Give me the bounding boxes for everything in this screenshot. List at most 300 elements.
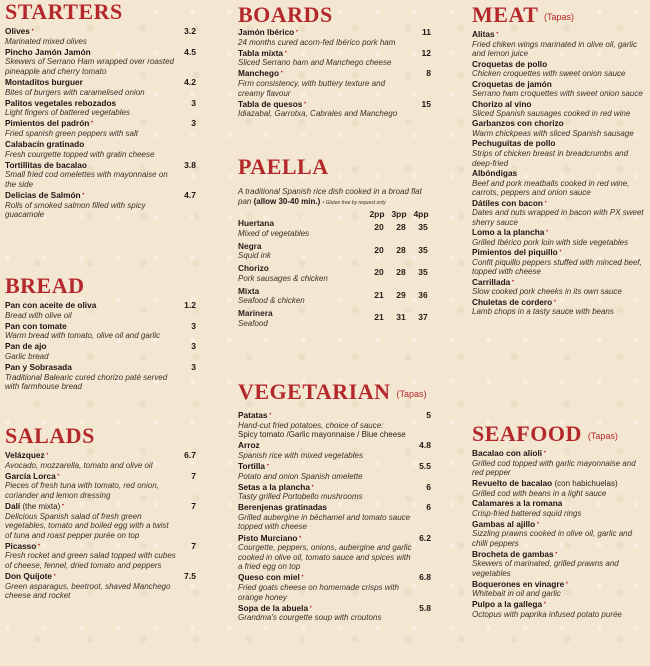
paella-time: (allow 30-40 min.) (253, 196, 321, 206)
paella-item (238, 219, 434, 238)
red-bullet-icon: • (299, 574, 304, 581)
item-price: 1.2 (184, 300, 196, 310)
item-name: Bacalao con alioli (472, 447, 543, 458)
menu-item (472, 139, 648, 168)
item-heading (5, 572, 177, 582)
item-price: 29 (396, 289, 406, 300)
item-heading (238, 534, 412, 544)
item-name: Jamón Ibérico (238, 27, 295, 37)
red-bullet-icon: • (55, 472, 60, 479)
item-name: Pan con aceite de oliva (5, 300, 97, 310)
section-title: BOARDS (238, 2, 333, 27)
item-price: 3 (191, 362, 196, 373)
salads-section (5, 424, 199, 602)
item-description: Avocado, mozzarella, tomato and olive oil (5, 460, 153, 470)
item-heading (5, 502, 177, 512)
menu-item (472, 278, 648, 297)
item-name: Croquetas de jamón (472, 78, 552, 89)
item-description: Green asparagus, beetroot, shaved Manchego cheese and rocket (5, 581, 171, 601)
item-price: 28 (396, 222, 406, 233)
item-heading (238, 604, 412, 614)
item-price: 3 (191, 118, 196, 129)
item-heading (472, 278, 646, 288)
paella-intro (238, 187, 434, 208)
item-description: Idiazabal, Garrotxa, Cabrales and Manchego (238, 109, 398, 119)
item-price: 6.8 (419, 572, 431, 583)
item-description: Bread with olive oil (5, 310, 72, 320)
menu-item (472, 60, 648, 79)
item-price: 7.5 (184, 571, 196, 582)
item-description: Marinated mixed olives (5, 36, 87, 46)
item-price: 3 (191, 341, 196, 352)
item-heading (472, 228, 646, 238)
menu-item (238, 411, 434, 440)
item-description: Dates and nuts wrapped in bacon with PX sweet sherry sauce (472, 208, 644, 227)
item-name: Tortillitas de bacalao (5, 159, 87, 170)
menu-item (472, 580, 648, 599)
menu-item (238, 69, 434, 98)
red-bullet-icon: • (564, 580, 568, 587)
item-description: Beef and pork meatballs cooked in red wine, carrots, peppers and onion sauce (472, 178, 630, 198)
menu-item (238, 604, 434, 623)
item-price: 12 (421, 47, 431, 58)
item-name: Pimientos del piquillo (472, 247, 558, 258)
menu-item (472, 80, 648, 99)
item-name: Pechuguitas de pollo (472, 138, 556, 149)
menu-item (238, 483, 434, 502)
starters-section (5, 0, 199, 221)
item-description: Sizzling prawns cooked in olive oil, garlic and chilli peppers (472, 529, 633, 548)
menu-item (472, 30, 648, 59)
item-price: 5 (426, 409, 431, 420)
item-name: Croquetas de pollo (472, 58, 548, 69)
item-price: 35 (418, 244, 428, 255)
item-heading (5, 140, 177, 150)
item-price: 28 (396, 244, 406, 255)
section-title-text: MEAT (472, 2, 538, 27)
item-name: Arroz (238, 440, 260, 451)
item-name: Delicias de Salmón (5, 190, 81, 200)
red-bullet-icon: • (494, 30, 499, 37)
item-name: Chuletas de cordero (472, 296, 553, 307)
item-description: Seafood & chicken (238, 296, 305, 306)
sauce-options: Spicy tomato /Garlic mayonnaise / Blue cheese (238, 430, 406, 440)
item-description: Slow cooked pork cheeks in its own sauce (472, 287, 622, 297)
item-description: Hand-cut fried potatoes, choice of sauce: (238, 420, 384, 430)
menu-item (5, 119, 199, 138)
red-bullet-icon: • (543, 199, 547, 206)
item-description: Mixed of vegetables (238, 228, 310, 238)
item-name: Pimientos del padrón (5, 118, 90, 129)
section-title-text: VEGETARIAN (238, 379, 391, 404)
item-name: Pan con tomate (5, 320, 67, 331)
paella-item (238, 309, 434, 328)
item-heading (5, 48, 177, 58)
item-description: Grandma's courgette soup with croutons (238, 613, 382, 623)
red-bullet-icon: • (542, 449, 546, 456)
gluten-note-text: Gluten free by request only (325, 199, 386, 206)
red-bullet-icon: • (52, 573, 56, 580)
menu-item (5, 572, 199, 601)
item-heading (472, 449, 646, 459)
item-heading (238, 503, 412, 513)
item-name: Chorizo (238, 263, 269, 274)
vegetarian-list (238, 411, 434, 623)
item-description: Lamb chops in a tasty sauce with beans (472, 307, 614, 317)
menu-item (238, 441, 434, 460)
item-heading (5, 78, 177, 88)
item-price: 4.7 (184, 190, 196, 200)
item-name: Pincho Jamón Jamón (5, 46, 91, 57)
bread-section (5, 274, 199, 393)
menu-item (238, 573, 434, 602)
paella-intro-text: A traditional Spanish rice dish cooked in a broad flat pan (238, 187, 422, 206)
item-price: 15 (421, 98, 431, 109)
section-title: BREAD (5, 273, 85, 298)
item-description: Small fried cod omelettes with mayonnaise on the side (5, 170, 168, 189)
item-price: 7 (191, 540, 196, 551)
item-heading (5, 542, 177, 552)
size-header: 4pp (413, 209, 429, 220)
item-price: 20 (374, 222, 384, 233)
item-description: Grilled Ibérico pork loin with side vegetables (472, 237, 629, 247)
item-heading (5, 119, 177, 129)
item-name: Setas a la plancha (238, 481, 310, 492)
item-name: Lomo a la plancha (472, 227, 545, 238)
item-heading (5, 451, 177, 461)
item-description: Bites of burgers with caramelised onion (5, 87, 145, 97)
item-price: 3 (191, 320, 196, 331)
menu-item (472, 520, 648, 549)
red-bullet-icon: • (302, 100, 307, 107)
menu-item (5, 161, 199, 190)
red-bullet-icon: • (44, 452, 49, 458)
item-price: 6.7 (184, 450, 196, 460)
red-bullet-icon: • (267, 411, 272, 418)
item-name: Calabacín gratinado (5, 139, 85, 150)
menu-item (472, 119, 648, 138)
item-description: Sliced Spanish sausages cooked in red wine (472, 109, 631, 119)
menu-item (238, 503, 434, 532)
item-description: 24 months cured acorn-fed Ibérico pork ham (238, 37, 396, 47)
item-description: Squid ink (238, 251, 271, 261)
menu-item (5, 99, 199, 118)
menu-item (472, 169, 648, 198)
item-heading (472, 550, 646, 560)
red-bullet-icon: • (552, 298, 557, 305)
item-note: (con habichuelas) (552, 478, 618, 488)
item-price: 7 (191, 500, 196, 511)
item-price: 4.8 (419, 440, 431, 451)
item-description: Skewers of marinated, grilled prawns and vegetables (472, 559, 619, 578)
paella-text (238, 242, 368, 261)
item-name: Tabla mixta (238, 47, 284, 58)
item-name: Queso con miel (238, 572, 300, 583)
section-title: PAELLA (238, 154, 329, 179)
item-price: 21 (374, 312, 384, 323)
item-price: 20 (374, 244, 384, 255)
menu-item (5, 191, 199, 220)
red-bullet-icon: • (89, 120, 94, 127)
menu-item (5, 342, 199, 361)
item-name: Berenjenas gratinadas (238, 502, 327, 513)
item-description: Tasty grilled Portobello mushrooms (238, 492, 363, 502)
item-price: 36 (418, 289, 428, 300)
red-bullet-icon: • (297, 534, 302, 541)
item-name: Pan y Sobrasada (5, 362, 72, 373)
menu-item (5, 322, 199, 341)
item-price: 6.2 (419, 532, 431, 543)
paella-text (238, 264, 368, 283)
item-heading (5, 342, 177, 352)
red-bullet-icon: • (535, 520, 539, 527)
item-name: Albóndigas (472, 168, 518, 179)
item-description: Firm consistency, with buttery texture and creamy flavour (238, 78, 386, 98)
menu-item (472, 600, 648, 619)
item-description: Rolls of smoked salmon filled with spicy guacamole (5, 200, 146, 220)
menu-item (238, 100, 434, 119)
item-heading (238, 411, 412, 421)
red-bullet-icon: • (29, 28, 34, 34)
item-description: Fresh courgette topped with gratin cheese (5, 149, 155, 159)
item-description: Chicken croquettes with sweet onion sauce (472, 69, 626, 79)
item-heading (238, 573, 412, 583)
red-bullet-icon: • (265, 462, 269, 469)
item-description: Fresh rocket and green salad topped with cubes of cheese, fennel, dried tomato and peppers (5, 551, 176, 571)
item-name: Garbanzos con chorizo (472, 118, 564, 129)
item-name: Marinera (238, 308, 273, 319)
item-heading (238, 441, 412, 451)
paella-item (238, 287, 434, 306)
item-heading (5, 301, 177, 311)
item-name: Olives (5, 26, 30, 36)
item-price: 20 (374, 267, 384, 278)
meat-list (472, 30, 648, 317)
item-heading (238, 28, 412, 38)
paella-text (238, 287, 368, 306)
item-description: Warm bread with tomato, olive oil and garlic (5, 331, 161, 341)
size-header: 2pp (369, 209, 385, 220)
item-description: Sliced Serrano ham and Manchego cheese (238, 58, 392, 68)
section-title (238, 380, 434, 406)
item-name: Manchego (238, 68, 280, 79)
item-name: Sopa de la abuela (238, 602, 309, 613)
menu-item (472, 449, 648, 478)
item-heading (472, 80, 646, 90)
menu-item (472, 550, 648, 579)
item-name: Mixta (238, 285, 260, 296)
section-title: STARTERS (5, 0, 123, 24)
size-header: 3pp (391, 209, 407, 220)
red-bullet-icon: • (542, 600, 546, 607)
red-bullet-icon: • (283, 49, 287, 56)
section-title-text: SEAFOOD (472, 421, 582, 446)
menu-item (5, 542, 199, 571)
menu-item (472, 228, 648, 247)
item-price: 4.2 (184, 76, 196, 87)
menu-item (238, 49, 434, 68)
menu-item (472, 100, 648, 119)
item-price: 6 (426, 481, 431, 492)
menu-item (5, 363, 199, 392)
item-description: Whitebait in oil and garlic (472, 589, 561, 599)
section-title (472, 3, 648, 29)
item-description: Spanish rice with mixed vegetables (238, 450, 363, 460)
gluten-note: • Gluten free by request only (322, 199, 386, 206)
menu-item (5, 27, 199, 46)
item-name: Patatas (238, 409, 268, 420)
item-heading (5, 363, 177, 373)
item-description: Fried spanish green peppers with salt (5, 128, 138, 138)
item-description: Grilled cod topped with garlic mayonnaise and red pepper (472, 458, 636, 478)
item-description: Garlic bread (5, 351, 49, 361)
menu-item (5, 451, 199, 470)
paella-text (238, 309, 368, 328)
boards-section (238, 3, 434, 120)
item-description: Courgette, peppers, onions, aubergine and garlic cooked in olive oil, tomato sauce and spices with a fried egg on top (238, 543, 412, 572)
item-price: 37 (418, 312, 428, 323)
section-title: SALADS (5, 423, 95, 448)
red-bullet-icon: • (308, 604, 312, 611)
item-name: Don Quijote (5, 571, 53, 582)
item-price: 5.8 (419, 602, 431, 613)
item-name: Tortilla (238, 460, 266, 471)
item-heading (472, 139, 646, 149)
item-heading (238, 49, 412, 59)
menu-item (5, 78, 199, 97)
item-heading (472, 199, 646, 209)
tapas-tag: (Tapas) (396, 388, 427, 399)
item-description: Potato and onion Spanish omelette (238, 471, 363, 481)
item-name: Pan de ajo (5, 341, 47, 352)
item-name: Calamares a la romana (472, 498, 563, 509)
menu-item (5, 472, 199, 501)
item-heading (472, 169, 646, 179)
item-name: Palitos vegetales rebozados (5, 97, 117, 108)
menu-item (472, 298, 648, 317)
item-heading (472, 60, 646, 70)
item-name: Negra (238, 240, 262, 251)
item-description: Confit piquillo peppers stuffed with minced beef, topped with cheese (472, 257, 642, 277)
item-heading (472, 248, 646, 258)
menu-item (472, 199, 648, 228)
item-heading (238, 69, 412, 79)
item-heading (472, 100, 646, 110)
item-heading (472, 479, 646, 489)
item-heading (472, 119, 646, 129)
tapas-tag: (Tapas) (543, 11, 574, 22)
red-bullet-icon: • (36, 542, 41, 549)
item-price: 7 (191, 470, 196, 481)
item-description: Pieces of fresh tuna with tomato, red onion, coriander and lemon dressing (5, 481, 159, 500)
menu-item (5, 502, 199, 540)
seafood-list (472, 449, 648, 619)
item-name: Picasso (5, 540, 37, 551)
item-description: Grilled cod with beans in a light sauce (472, 488, 607, 498)
item-description: Strips of chicken breast in breadcrumbs and deep-fried (472, 149, 629, 168)
item-price: 4.5 (184, 46, 196, 57)
item-heading (472, 30, 646, 40)
menu-item (472, 248, 648, 277)
item-name: Montaditos burguer (5, 76, 83, 87)
red-bullet-icon: • (557, 249, 562, 256)
menu-item (238, 28, 434, 47)
red-bullet-icon: • (279, 70, 283, 77)
item-heading (5, 27, 177, 37)
item-heading (5, 99, 177, 109)
item-name: Gambas al ajillo (472, 518, 536, 529)
item-name: Boquerones en vinagre (472, 578, 565, 589)
menu-item (5, 301, 199, 320)
item-heading (5, 161, 177, 171)
item-description: Warm chickpeas with sliced Spanish sausage (472, 129, 634, 139)
item-name: Carrillada (472, 276, 511, 287)
item-price: 35 (418, 222, 428, 233)
paella-item (238, 242, 434, 261)
salads-list (5, 451, 199, 601)
boards-list (238, 28, 434, 119)
item-price: 35 (418, 267, 428, 278)
section-title (472, 422, 648, 448)
menu-item (5, 140, 199, 159)
item-name: Chorizo al vino (472, 98, 532, 109)
item-heading (5, 191, 177, 201)
menu-item (5, 48, 199, 77)
item-name: Huertana (238, 218, 274, 229)
item-description: Serrano ham croquettes with sweet onion sauce (472, 89, 643, 99)
red-bullet-icon: • (553, 550, 558, 557)
menu-item (472, 499, 648, 518)
item-description: Fried chiken wings marinated in olive oil, garlic and lemon juice (472, 39, 637, 59)
seafood-section (472, 422, 648, 620)
item-description: Pork sausages & chicken (238, 273, 328, 283)
item-price: 11 (422, 27, 431, 37)
item-price: 3.2 (184, 26, 196, 36)
item-heading (238, 462, 412, 472)
item-description: Octopus with paprika infused potato purée (472, 609, 622, 619)
item-name: Brocheta de gambas (472, 548, 554, 559)
bread-list (5, 301, 199, 392)
item-heading (5, 322, 177, 332)
paella-list (238, 219, 434, 328)
starters-list (5, 27, 199, 220)
item-heading (472, 499, 646, 509)
item-price: 31 (396, 312, 406, 323)
menu-item (238, 462, 434, 481)
item-description: Seafood (238, 318, 268, 328)
item-description: Crisp-fried battered squid rings (472, 508, 582, 518)
menu-item (472, 479, 648, 498)
red-bullet-icon: • (510, 278, 515, 285)
menu-item (238, 534, 434, 572)
item-name: Pulpo a la gallega (472, 598, 543, 609)
red-bullet-icon: • (309, 483, 314, 490)
red-bullet-icon: • (80, 192, 85, 198)
vegetarian-section (238, 380, 434, 624)
item-description: Delicious Spanish salad of fresh green vegetables, tomato and boiled egg with a twist of tuna and roast pepper purée on top (5, 511, 169, 540)
red-bullet-icon: • (544, 229, 549, 236)
item-price: 6 (426, 502, 431, 513)
item-heading (238, 100, 412, 110)
item-description: Light fingers of battered vegetables (5, 108, 130, 118)
item-description: Grilled aubergine in béchamel and tomato sauce topped with cheese (238, 512, 411, 532)
item-heading (472, 580, 646, 590)
item-heading (238, 483, 412, 493)
tapas-tag: (Tapas) (587, 430, 618, 441)
item-name: García Lorca (5, 470, 56, 481)
item-name: Tabla de quesos (238, 98, 303, 109)
paella-section (238, 155, 434, 332)
